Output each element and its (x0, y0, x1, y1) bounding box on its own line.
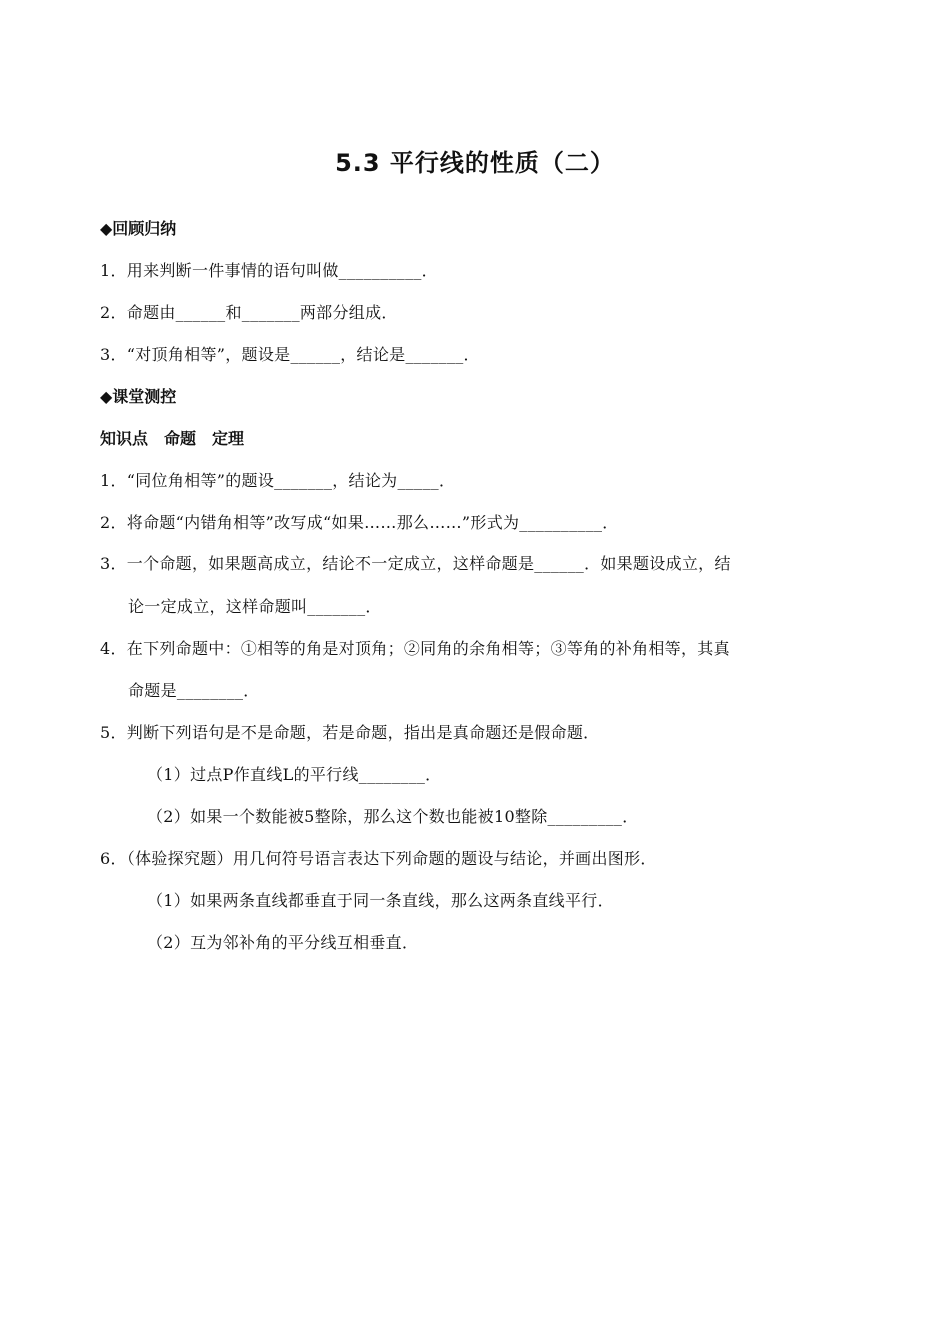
question-6: 6．（体验探究题）用几何符号语言表达下列命题的题设与结论，并画出图形． (100, 849, 657, 868)
page-title: 5.3 平行线的性质（二） (335, 149, 615, 177)
question-3-continued: 论一定成立，这样命题叫_______． (128, 597, 382, 616)
question-5-part-1: （1）过点P作直线L的平行线________． (147, 765, 442, 784)
question-6-part-1: （1）如果两条直线都垂直于同一条直线，那么这两条直线平行． (147, 891, 614, 910)
question-5-part-2: （2）如果一个数能被5整除，那么这个数也能被10整除_________． (147, 807, 639, 826)
question-4-continued: 命题是________． (128, 681, 260, 700)
question-6-part-2: （2）互为邻补角的平分线互相垂直． (147, 933, 419, 952)
question-5: 5．判断下列语句是不是命题，若是命题，指出是真命题还是假命题． (100, 723, 600, 742)
review-item-2: 2．命题由______和_______两部分组成． (100, 303, 398, 322)
question-1: 1．“同位角相等”的题设_______，结论为_____． (100, 471, 456, 490)
review-item-3: 3．“对顶角相等”，题设是______，结论是_______． (100, 345, 480, 364)
knowledge-point-heading: 知识点 命题 定理 (100, 429, 245, 448)
question-3: 3．一个命题，如果题高成立，结论不一定成立，这样命题是______．如果题设成立，结 (100, 554, 731, 573)
review-item-1: 1．用来判断一件事情的语句叫做__________． (100, 261, 438, 280)
review-heading: ◆回顾归纳 (100, 219, 177, 238)
question-2: 2．将命题“内错角相等”改写成“如果……那么……”形式为__________． (100, 513, 619, 532)
classroom-heading: ◆课堂测控 (100, 387, 177, 406)
question-4: 4．在下列命题中：①相等的角是对顶角；②同角的余角相等；③等角的补角相等，其真 (100, 639, 730, 658)
